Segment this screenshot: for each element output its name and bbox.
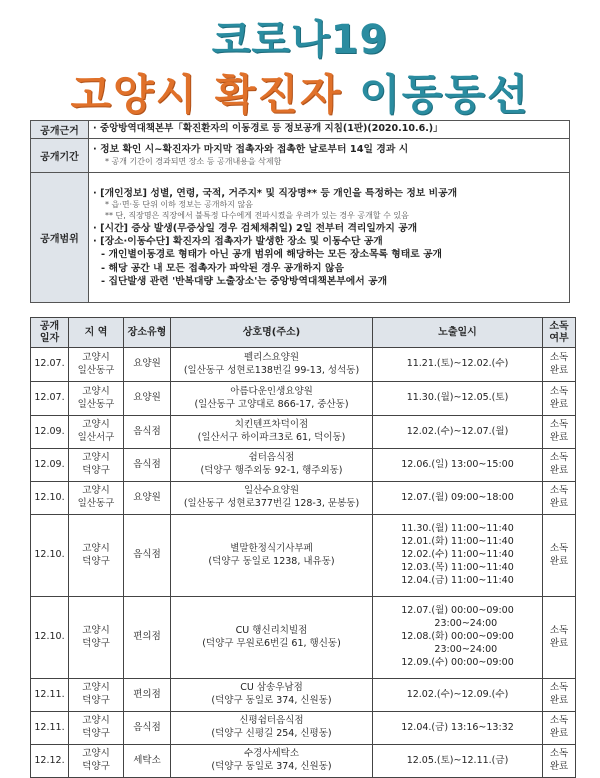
cell-date: 12.09.	[31, 416, 69, 449]
scope-item: - 개인별이동경로 형태가 아닌 공개 범위에 해당하는 모든 장소목록 형태로 공개	[101, 249, 443, 261]
header-date: 공개 일자	[31, 318, 69, 348]
cell-name: 펠리스요양원 (일산동구 성현로138번길 99-13, 성석동)	[171, 348, 373, 382]
scope-item: * 읍·면·동 단위 이하 정보는 공개하지 않음	[105, 200, 253, 210]
exposure-time: 12.06.(일) 13:00~15:00	[401, 458, 514, 470]
exposure-time: 12.04.(금) 11:00~11:40	[401, 574, 514, 586]
cell-time	[373, 482, 543, 515]
cell-date: 12.11.	[31, 712, 69, 745]
cell-name: CU 삼송우남점 (덕양구 동일로 374, 신원동)	[171, 679, 373, 712]
table-row	[31, 679, 576, 712]
cell-name: 쉼터음식점 (덕양구 행주외동 92-1, 행주외동)	[171, 449, 373, 482]
cell-time	[373, 416, 543, 449]
cell-name: CU 행신리치빌점 (덕양구 무원로6번길 61, 행신동)	[171, 597, 373, 679]
title-line2	[0, 62, 600, 122]
header-name: 상호명(주소)	[171, 318, 373, 348]
scope-label: 공개범위	[31, 173, 89, 303]
cell-type: 편의점	[124, 597, 171, 679]
exposure-time: 12.03.(목) 11:00~11:40	[401, 561, 514, 573]
table-row	[31, 416, 576, 449]
cell-disinfected: 소독 완료	[543, 515, 576, 597]
cell-date: 12.10.	[31, 597, 69, 679]
cell-region: 고양시 덕양구	[69, 712, 124, 745]
cell-date: 12.09.	[31, 449, 69, 482]
cell-type: 편의점	[124, 679, 171, 712]
exposure-locations-table	[30, 317, 576, 778]
scope-item: - 집단발생 관련 '반복대량 노출장소'는 중앙방역대책본부에서 공개	[101, 275, 388, 287]
cell-time	[373, 745, 543, 778]
cell-region: 고양시 일산동구	[69, 482, 124, 515]
cell-region: 고양시 일산동구	[69, 348, 124, 382]
cell-region: 고양시 덕양구	[69, 745, 124, 778]
table-row	[31, 515, 576, 597]
cell-time	[373, 348, 543, 382]
title-line2-part2: 이동동선	[359, 70, 530, 119]
scope-item: · [장소·이동수단] 확진자의 접촉자가 발생한 장소 및 이동수단 공개	[93, 236, 383, 248]
scope-item: · [개인정보] 성별, 연령, 국적, 거주지* 및 직장명** 등 개인을 특정하는 정보 비공개	[93, 188, 458, 200]
exposure-time: 12.02.(수) 11:00~11:40	[401, 549, 514, 561]
exposure-time: 12.07.(월) 00:00~09:00	[401, 605, 514, 617]
cell-name: 수경사세탁소 (덕양구 동일로 374, 신원동)	[171, 745, 373, 778]
exposure-time: 12.07.(월) 09:00~18:00	[401, 491, 514, 503]
table-row	[31, 712, 576, 745]
basis-text: · 중앙방역대책본부「확진환자의 이동경로 등 정보공개 지침(1판)(2020.10.6.)」	[89, 121, 570, 139]
cell-disinfected: 소독 완료	[543, 679, 576, 712]
header-region: 지 역	[69, 318, 124, 348]
cell-type: 요양원	[124, 382, 171, 416]
cell-time	[373, 449, 543, 482]
cell-name: 일산수요양원 (일산동구 성현로377번길 128-3, 문봉동)	[171, 482, 373, 515]
exposure-time: 12.05.(토)~12.11.(금)	[406, 754, 509, 766]
title-line2-part1: 고양시 확진자	[70, 70, 343, 119]
exposure-time: 12.08.(화) 00:00~09:00	[401, 631, 514, 643]
cell-disinfected: 소독 완료	[543, 597, 576, 679]
cell-type: 음식점	[124, 712, 171, 745]
cell-disinfected: 소독 완료	[543, 745, 576, 778]
cell-time	[373, 679, 543, 712]
scope-item: - 해당 공간 내 모든 접촉자가 파악된 경우 공개하지 않음	[101, 262, 344, 274]
exposure-time: 23:00~24:00	[401, 618, 498, 630]
table-row	[31, 745, 576, 778]
cell-time	[373, 515, 543, 597]
cell-type: 요양원	[124, 348, 171, 382]
disclosure-info-table	[30, 120, 570, 303]
exposure-time: 12.04.(금) 13:16~13:32	[401, 721, 514, 733]
period-sub: * 공개 기간이 경과되면 장소 등 공개내용을 삭제함	[105, 156, 282, 166]
exposure-time: 12.01.(화) 11:00~11:40	[401, 536, 514, 548]
cell-region: 고양시 덕양구	[69, 449, 124, 482]
cell-name: 별말한정식기사부페 (덕양구 동일로 1238, 내유동)	[171, 515, 373, 597]
cell-date: 12.10.	[31, 515, 69, 597]
cell-date: 12.07.	[31, 382, 69, 416]
cell-disinfected: 소독 완료	[543, 416, 576, 449]
cell-region: 고양시 덕양구	[69, 679, 124, 712]
cell-date: 12.11.	[31, 679, 69, 712]
table-row	[31, 382, 576, 416]
cell-region: 고양시 일산서구	[69, 416, 124, 449]
period-main: · 정보 확인 시~확진자가 마지막 접촉자와 접촉한 날로부터 14일 경과 시	[93, 144, 409, 156]
cell-time	[373, 382, 543, 416]
header-type: 장소유형	[124, 318, 171, 348]
cell-disinfected: 소독 완료	[543, 449, 576, 482]
cell-date: 12.10.	[31, 482, 69, 515]
table-header-row	[31, 318, 576, 348]
cell-disinfected: 소독 완료	[543, 348, 576, 382]
cell-date: 12.07.	[31, 348, 69, 382]
cell-type: 음식점	[124, 515, 171, 597]
exposure-time: 12.09.(수) 00:00~09:00	[401, 656, 514, 668]
exposure-time: 11.30.(월) 11:00~11:40	[401, 523, 514, 535]
cell-type: 음식점	[124, 449, 171, 482]
cell-name: 아름다운인생요양원 (일산동구 고양대로 866-17, 중산동)	[171, 382, 373, 416]
table-row	[31, 597, 576, 679]
scope-item: · [시간] 증상 발생(무증상일 경우 검체채취일) 2일 전부터 격리일까지 공개	[93, 222, 418, 234]
title-line1: 코로나19	[211, 17, 389, 63]
cell-region: 고양시 덕양구	[69, 515, 124, 597]
cell-time	[373, 597, 543, 679]
exposure-time: 12.02.(수)~12.09.(수)	[406, 688, 509, 700]
cell-type: 세탁소	[124, 745, 171, 778]
cell-date: 12.12.	[31, 745, 69, 778]
cell-disinfected: 소독 완료	[543, 482, 576, 515]
cell-name: 치킨텐프차덕이점 (일산서구 하이파크3로 61, 덕이동)	[171, 416, 373, 449]
table-row	[31, 348, 576, 382]
cell-type: 음식점	[124, 416, 171, 449]
exposure-time: 11.30.(월)~12.05.(토)	[406, 392, 509, 404]
cell-name: 신평쉼터음식점 (덕양구 신평길 254, 신평동)	[171, 712, 373, 745]
scope-item: ** 단, 직장명은 직장에서 불특정 다수에게 전파시켰을 우려가 있는 경우 공개할 수 있음	[105, 211, 409, 221]
period-label: 공개기간	[31, 139, 89, 173]
cell-region: 고양시 일산동구	[69, 382, 124, 416]
cell-time	[373, 712, 543, 745]
header-disinfected: 소독 여부	[543, 318, 576, 348]
table-row	[31, 482, 576, 515]
exposure-time: 11.21.(토)~12.02.(수)	[406, 358, 509, 370]
exposure-time: 23:00~24:00	[401, 643, 498, 655]
exposure-time: 12.02.(수)~12.07.(월)	[406, 425, 509, 437]
basis-label: 공개근거	[31, 121, 89, 139]
table-row	[31, 449, 576, 482]
cell-disinfected: 소독 완료	[543, 712, 576, 745]
cell-disinfected: 소독 완료	[543, 382, 576, 416]
cell-type: 요양원	[124, 482, 171, 515]
header-time: 노출일시	[373, 318, 543, 348]
cell-region: 고양시 덕양구	[69, 597, 124, 679]
